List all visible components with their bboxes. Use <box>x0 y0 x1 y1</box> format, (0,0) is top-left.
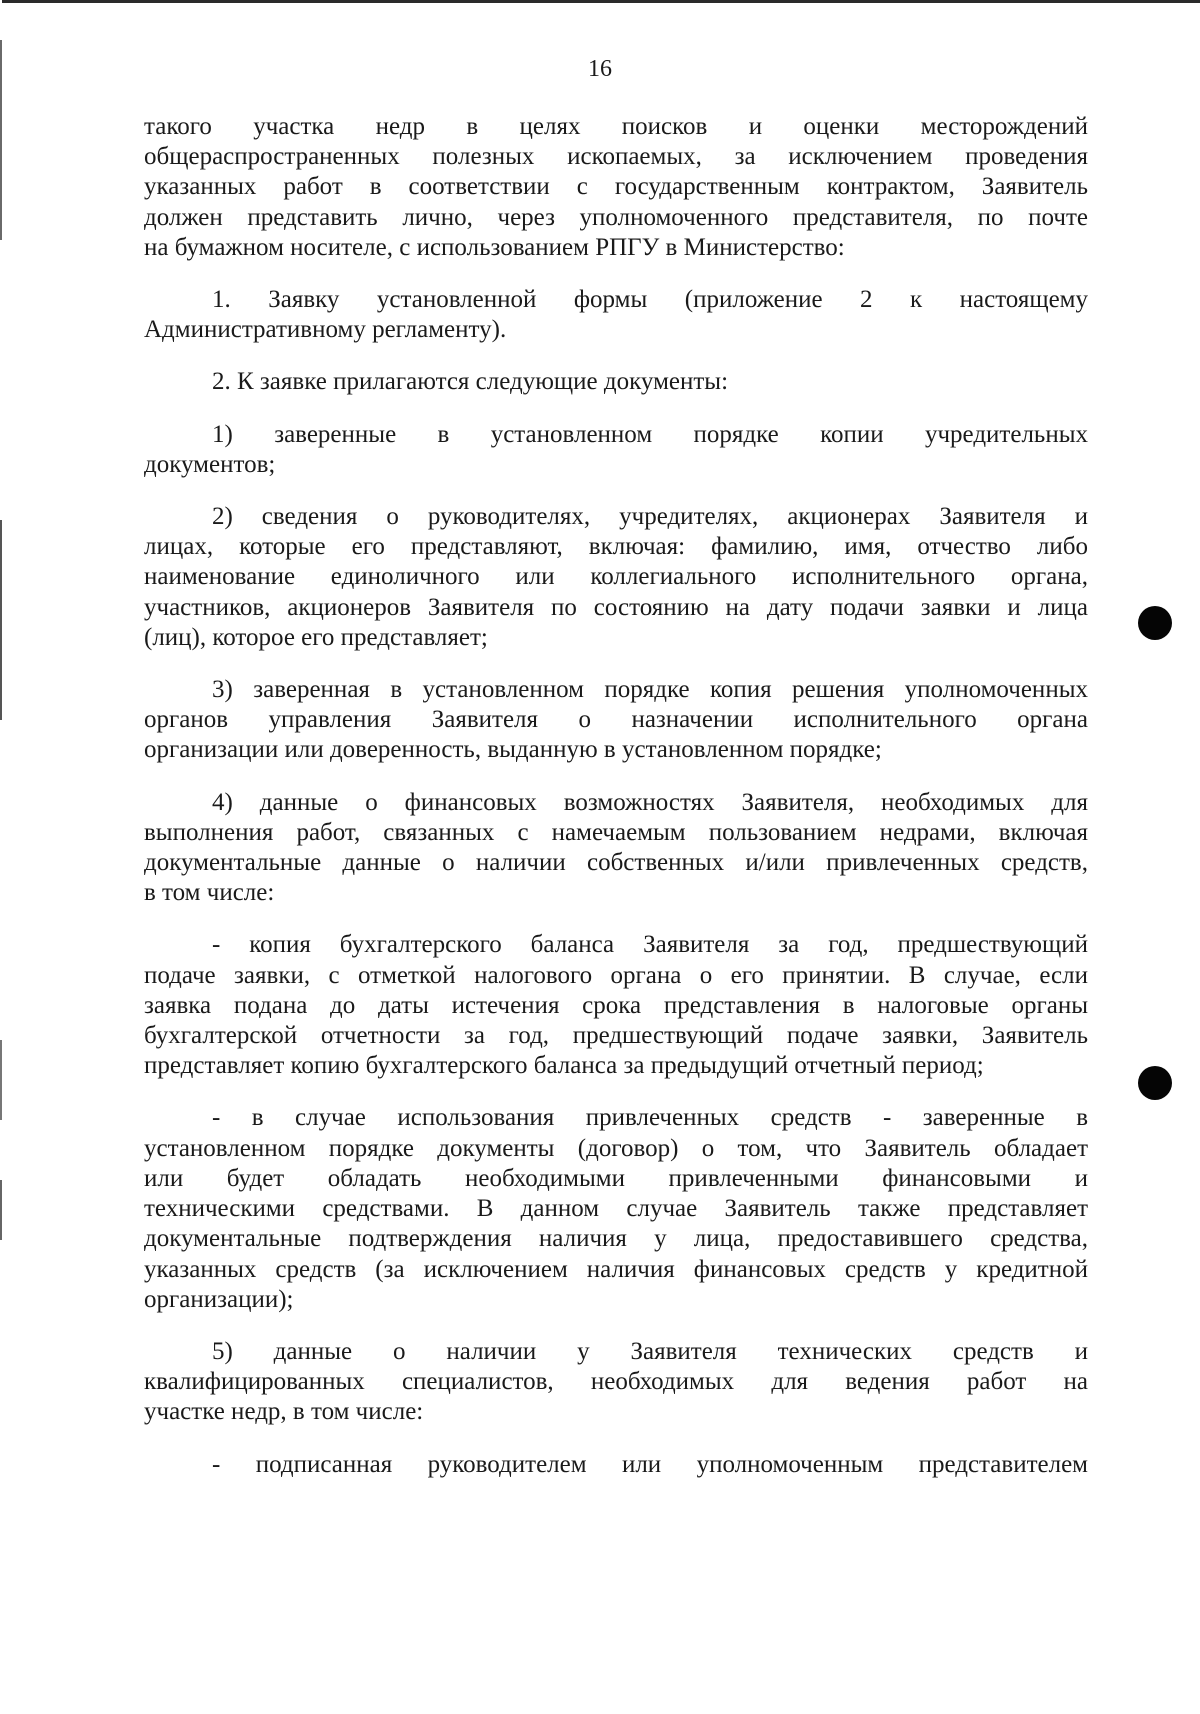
text-line: 2) сведения о руководителях, учредителях, акционерах Заявителя и <box>212 503 1088 531</box>
punch-hole-lower <box>1138 1066 1172 1100</box>
text-line: такого участка недр в целях поисков и оценки месторождений <box>144 113 1088 140</box>
text-line: участников, акционеров Заявителя по состоянию на дату подачи заявки и лица <box>144 593 1088 621</box>
text-line: заявка подана до даты истечения срока представления в налоговые органы <box>144 991 1088 1019</box>
text-line: документальные подтверждения наличия у лица, предоставившего средства, <box>144 1225 1088 1253</box>
paragraph-subitem-3 <box>144 675 1088 766</box>
page-number: 16 <box>588 56 612 82</box>
text-line: указанных работ в соответствии с государственным контрактом, Заявитель <box>144 173 1088 201</box>
paragraph-subitem-1 <box>144 420 1088 480</box>
text-line: должен представить лично, через уполномоченного представителя, по почте <box>144 203 1088 231</box>
punch-hole-upper <box>1138 606 1172 640</box>
scan-left-edge <box>0 0 2 1714</box>
paragraph-subitem-4 <box>144 788 1088 909</box>
text-line: организации или доверенность, выданную в установленном порядке; <box>144 736 882 764</box>
text-line: 5) данные о наличии у Заявителя технических средств и <box>212 1337 1088 1365</box>
text-line: техническими средствами. В данном случае Заявитель также представляет <box>144 1195 1088 1223</box>
text-line: на бумажном носителе, с использованием РПГУ в Министерство: <box>144 233 845 261</box>
text-line: указанных средств (за исключением наличия финансовых средств у кредитной <box>144 1255 1088 1283</box>
paragraph-subitem-2 <box>144 502 1088 653</box>
text-line: участке недр, в том числе: <box>144 1398 424 1426</box>
text-line: документов; <box>144 450 276 478</box>
paragraph-borrowed-funds <box>144 1103 1088 1314</box>
text-line: 2. К заявке прилагаются следующие документы: <box>212 368 729 396</box>
text-line: 1. Заявку установленной формы (приложение 2 к настоящему <box>212 286 1088 314</box>
text-line: (лиц), которое его представляет; <box>144 623 488 651</box>
document-body <box>144 112 1088 1502</box>
paragraph-item-1 <box>144 285 1088 345</box>
text-line: организации); <box>144 1285 294 1313</box>
text-line: наименование единоличного или коллегиального исполнительного органа, <box>144 563 1088 591</box>
paragraph-item-2 <box>144 367 1088 397</box>
text-line: - копия бухгалтерского баланса Заявителя за год, предшествующий <box>212 931 1088 959</box>
text-line: 3) заверенная в установленном порядке копия решения уполномоченных <box>212 676 1088 704</box>
text-line: выполнения работ, связанных с намечаемым пользованием недрами, включая <box>144 818 1088 846</box>
text-line: общераспространенных полезных ископаемых, за исключением проведения <box>144 143 1088 171</box>
scan-top-edge <box>0 0 1200 3</box>
text-line: Административному регламенту). <box>144 316 507 344</box>
text-line: бухгалтерской отчетности за год, предшествующий подаче заявки, Заявитель <box>144 1022 1088 1050</box>
text-line: подаче заявки, с отметкой налогового органа о его принятии. В случае, если <box>144 961 1088 989</box>
text-line: - подписанная руководителем или уполномоченным представителем <box>212 1450 1088 1478</box>
text-line: представляет копию бухгалтерского баланса за предыдущий отчетный период; <box>144 1052 984 1080</box>
text-line: лицах, которые его представляют, включая: фамилию, имя, отчество либо <box>144 533 1088 561</box>
text-line: в том числе: <box>144 879 275 907</box>
text-line: - в случае использования привлеченных средств - заверенные в <box>212 1104 1088 1132</box>
text-line: 1) заверенные в установленном порядке копии учредительных <box>212 420 1088 448</box>
paragraph-balance-copy <box>144 930 1088 1081</box>
paragraph-signed-by <box>144 1450 1088 1480</box>
paragraph-subitem-5 <box>144 1337 1088 1428</box>
paragraph-intro <box>144 112 1088 263</box>
text-line: установленном порядке документы (договор) о том, что Заявитель обладает <box>144 1134 1088 1162</box>
text-line: документальные данные о наличии собственных и/или привлеченных средств, <box>144 849 1088 877</box>
text-line: или будет обладать необходимыми привлеченными финансовыми и <box>144 1164 1088 1192</box>
text-line: органов управления Заявителя о назначении исполнительного органа <box>144 706 1088 734</box>
text-line: квалифицированных специалистов, необходимых для ведения работ на <box>144 1368 1088 1396</box>
text-line: 4) данные о финансовых возможностях Заявителя, необходимых для <box>212 788 1088 816</box>
